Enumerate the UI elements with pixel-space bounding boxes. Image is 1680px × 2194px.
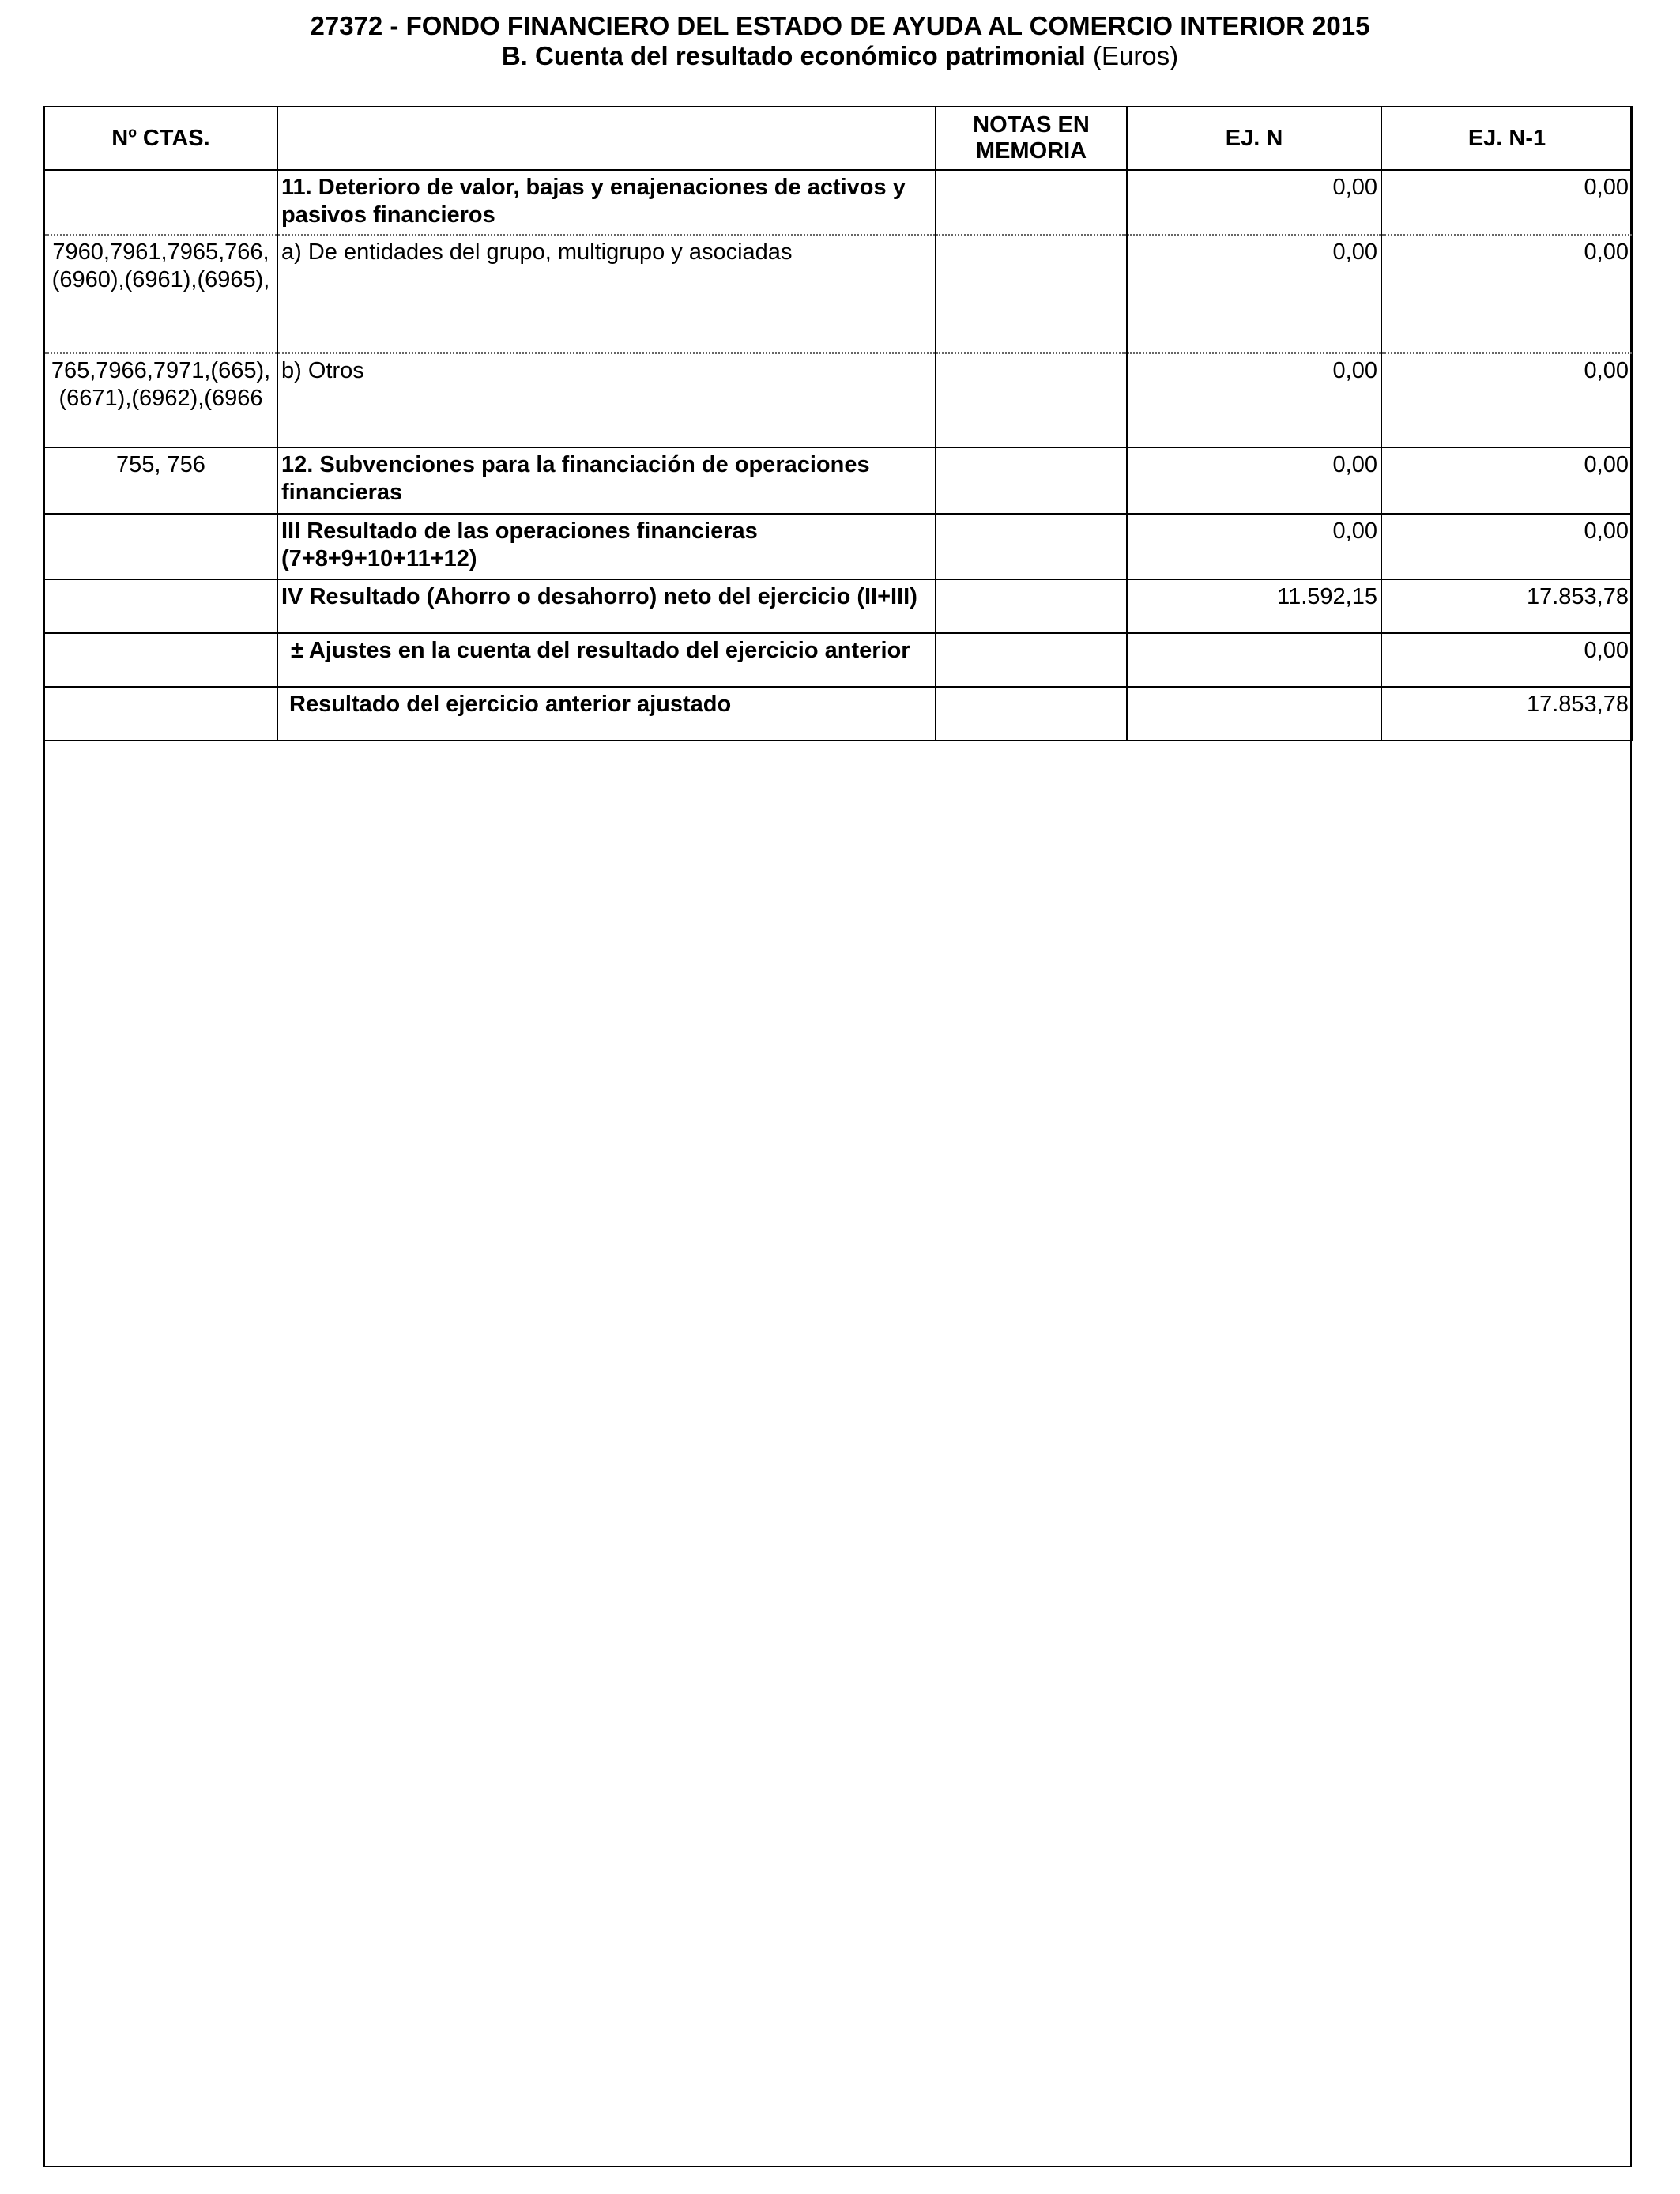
cell-notas [936,235,1127,353]
column-header-desc [277,107,936,170]
cell-ej-n1: 0,00 [1381,514,1633,579]
cell-ej-n: 0,00 [1127,514,1381,579]
cell-notas [936,579,1127,633]
cell-desc: 11. Deterioro de valor, bajas y enajenaciones de activos y pasivos financieros [277,170,936,235]
cell-desc-text: IV Resultado (Ahorro o desahorro) neto del ejercicio (II+III) [281,584,917,609]
column-header-ej-n1: EJ. N-1 [1381,107,1633,170]
table-row [44,633,1633,687]
table-row [44,353,1633,447]
subtitle-unit: (Euros) [1092,41,1179,70]
cell-ctas: 755, 756 [44,447,277,514]
cell-ej-n1: 0,00 [1381,353,1633,447]
table-row [44,170,1633,235]
table-row [44,579,1633,633]
cell-desc [277,579,936,633]
cell-ctas [44,514,277,579]
cell-ctas [44,579,277,633]
column-header-ctas: Nº CTAS. [44,107,277,170]
document-subtitle [0,41,1680,71]
table-row [44,514,1633,579]
cell-notas [936,447,1127,514]
cell-notas [936,514,1127,579]
table-row [44,687,1633,741]
cell-ej-n: 0,00 [1127,235,1381,353]
cell-desc: b) Otros [277,353,936,447]
document-header [0,11,1680,71]
cell-notas [936,687,1127,741]
cell-ej-n: 0,00 [1127,353,1381,447]
cell-ej-n: 0,00 [1127,447,1381,514]
cell-ctas [44,170,277,235]
cell-ej-n1: 0,00 [1381,170,1633,235]
table-header-row [44,107,1633,170]
cell-ej-n: 0,00 [1127,170,1381,235]
cell-ctas [44,633,277,687]
cell-ej-n [1127,633,1381,687]
cell-desc: Resultado del ejercicio anterior ajustado [277,687,936,741]
cell-ctas: 765,7966,7971,(665),(6671),(6962),(6966 [44,353,277,447]
document-title: 27372 - FONDO FINANCIERO DEL ESTADO DE AYUDA AL COMERCIO INTERIOR 2015 [310,11,1370,40]
cell-ej-n1: 0,00 [1381,447,1633,514]
cell-notas [936,633,1127,687]
cell-ej-n1: 17.853,78 [1381,579,1633,633]
cell-ej-n1: 17.853,78 [1381,687,1633,741]
cell-desc: III Resultado de las operaciones financieras (7+8+9+10+11+12) [277,514,936,579]
table-row [44,447,1633,514]
cell-desc: a) De entidades del grupo, multigrupo y asociadas [277,235,936,353]
column-header-ej-n: EJ. N [1127,107,1381,170]
cell-ctas: 7960,7961,7965,766,(6960),(6961),(6965), [44,235,277,353]
cell-desc-text: ± Ajustes en la cuenta del resultado del ejercicio anterior [291,638,910,663]
cell-ej-n [1127,687,1381,741]
results-table [43,106,1633,741]
cell-ej-n: 11.592,15 [1127,579,1381,633]
cell-notas [936,353,1127,447]
column-header-notas: NOTAS EN MEMORIA [936,107,1127,170]
subtitle-text: B. Cuenta del resultado económico patrimonial [501,41,1086,70]
cell-desc: 12. Subvenciones para la financiación de operaciones financieras [277,447,936,514]
cell-ej-n1: 0,00 [1381,235,1633,353]
cell-notas [936,170,1127,235]
cell-ctas [44,687,277,741]
cell-desc [277,633,936,687]
cell-ej-n1: 0,00 [1381,633,1633,687]
table-row [44,235,1633,353]
